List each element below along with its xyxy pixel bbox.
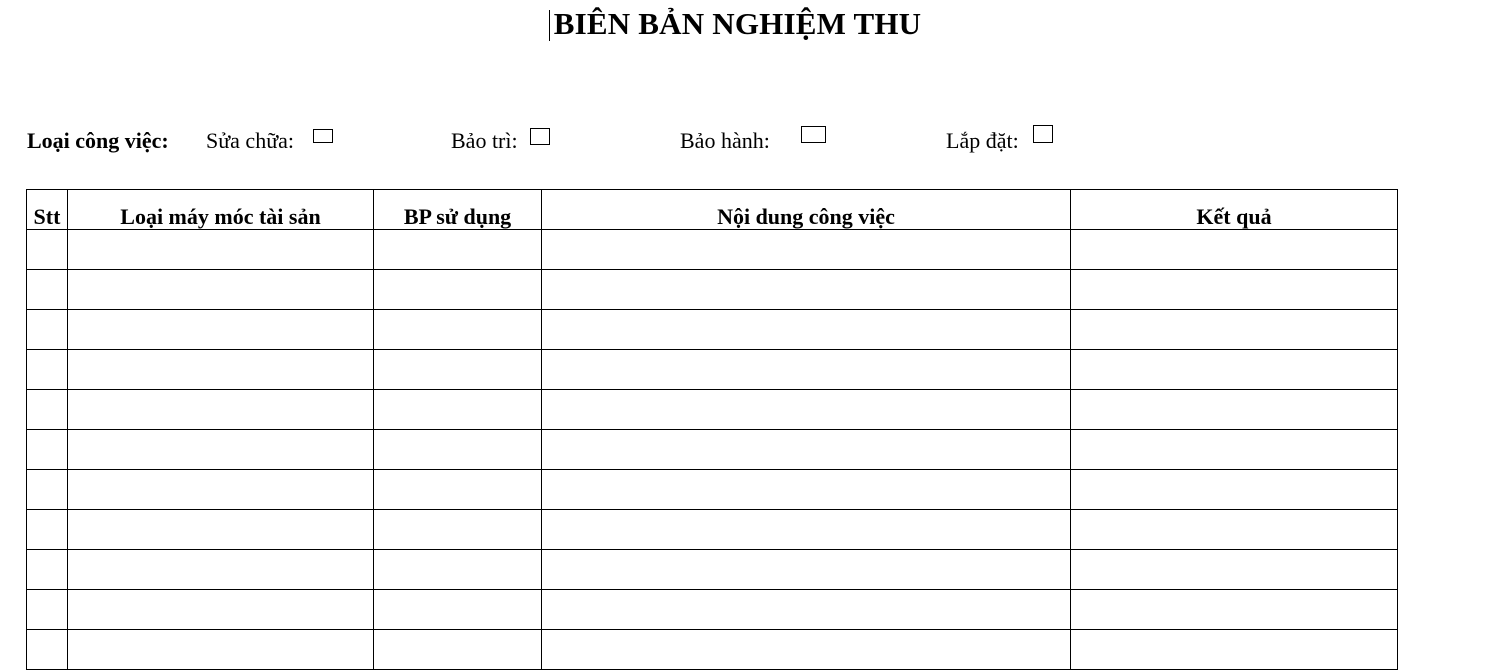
result-cell[interactable] (1071, 510, 1398, 550)
stt-cell[interactable] (27, 430, 68, 470)
work-type-label: Loại công việc: (27, 128, 169, 153)
table-row (27, 590, 1398, 630)
result-cell[interactable] (1071, 630, 1398, 670)
stt-cell[interactable] (27, 590, 68, 630)
department-cell[interactable] (374, 630, 542, 670)
work-content-cell[interactable] (542, 590, 1071, 630)
result-cell[interactable] (1071, 590, 1398, 630)
table-row (27, 390, 1398, 430)
table-row (27, 270, 1398, 310)
asset-type-cell[interactable] (68, 230, 374, 270)
acceptance-table (26, 189, 1398, 670)
department-cell[interactable] (374, 550, 542, 590)
stt-cell[interactable] (27, 230, 68, 270)
option-warranty-label: Bảo hành: (680, 128, 770, 153)
option-maintenance-checkbox[interactable] (530, 128, 550, 145)
department-cell[interactable] (374, 230, 542, 270)
stt-cell[interactable] (27, 270, 68, 310)
asset-type-cell[interactable] (68, 470, 374, 510)
department-cell[interactable] (374, 270, 542, 310)
work-content-cell[interactable] (542, 470, 1071, 510)
header-stt: Stt (27, 190, 68, 230)
result-cell[interactable] (1071, 390, 1398, 430)
table-row (27, 550, 1398, 590)
result-cell[interactable] (1071, 430, 1398, 470)
work-content-cell[interactable] (542, 550, 1071, 590)
asset-type-cell[interactable] (68, 390, 374, 430)
table-row (27, 630, 1398, 670)
result-cell[interactable] (1071, 550, 1398, 590)
option-installation-label: Lắp đặt: (946, 128, 1019, 153)
department-cell[interactable] (374, 350, 542, 390)
department-cell[interactable] (374, 310, 542, 350)
header-result: Kết quả (1071, 190, 1398, 230)
asset-type-cell[interactable] (68, 630, 374, 670)
department-cell[interactable] (374, 430, 542, 470)
table-row (27, 310, 1398, 350)
result-cell[interactable] (1071, 230, 1398, 270)
table-row (27, 470, 1398, 510)
header-work-content: Nội dung công việc (542, 190, 1071, 230)
work-content-cell[interactable] (542, 350, 1071, 390)
table-row (27, 510, 1398, 550)
asset-type-cell[interactable] (68, 550, 374, 590)
text-cursor (549, 10, 550, 41)
department-cell[interactable] (374, 470, 542, 510)
result-cell[interactable] (1071, 470, 1398, 510)
document-title: BIÊN BẢN NGHIỆM THU (553, 6, 922, 41)
work-content-cell[interactable] (542, 310, 1071, 350)
stt-cell[interactable] (27, 630, 68, 670)
result-cell[interactable] (1071, 270, 1398, 310)
asset-type-cell[interactable] (68, 510, 374, 550)
stt-cell[interactable] (27, 510, 68, 550)
stt-cell[interactable] (27, 550, 68, 590)
work-content-cell[interactable] (542, 270, 1071, 310)
asset-type-cell[interactable] (68, 270, 374, 310)
department-cell[interactable] (374, 590, 542, 630)
option-installation-checkbox[interactable] (1033, 125, 1053, 143)
result-cell[interactable] (1071, 310, 1398, 350)
asset-type-cell[interactable] (68, 350, 374, 390)
option-warranty-checkbox[interactable] (801, 126, 826, 143)
stt-cell[interactable] (27, 350, 68, 390)
option-repair-checkbox[interactable] (313, 129, 333, 143)
asset-type-cell[interactable] (68, 310, 374, 350)
work-content-cell[interactable] (542, 630, 1071, 670)
work-content-cell[interactable] (542, 390, 1071, 430)
result-cell[interactable] (1071, 350, 1398, 390)
work-content-cell[interactable] (542, 230, 1071, 270)
table-header-row (27, 190, 1398, 230)
stt-cell[interactable] (27, 310, 68, 350)
table-row (27, 430, 1398, 470)
header-department: BP sử dụng (374, 190, 542, 230)
table-body (27, 230, 1398, 670)
table-row (27, 230, 1398, 270)
work-content-cell[interactable] (542, 430, 1071, 470)
option-repair-label: Sửa chữa: (206, 128, 294, 153)
department-cell[interactable] (374, 510, 542, 550)
table-row (27, 350, 1398, 390)
stt-cell[interactable] (27, 470, 68, 510)
stt-cell[interactable] (27, 390, 68, 430)
asset-type-cell[interactable] (68, 590, 374, 630)
option-maintenance-label: Bảo trì: (451, 128, 518, 153)
department-cell[interactable] (374, 390, 542, 430)
asset-type-cell[interactable] (68, 430, 374, 470)
work-content-cell[interactable] (542, 510, 1071, 550)
header-asset-type: Loại máy móc tài sản (68, 190, 374, 230)
